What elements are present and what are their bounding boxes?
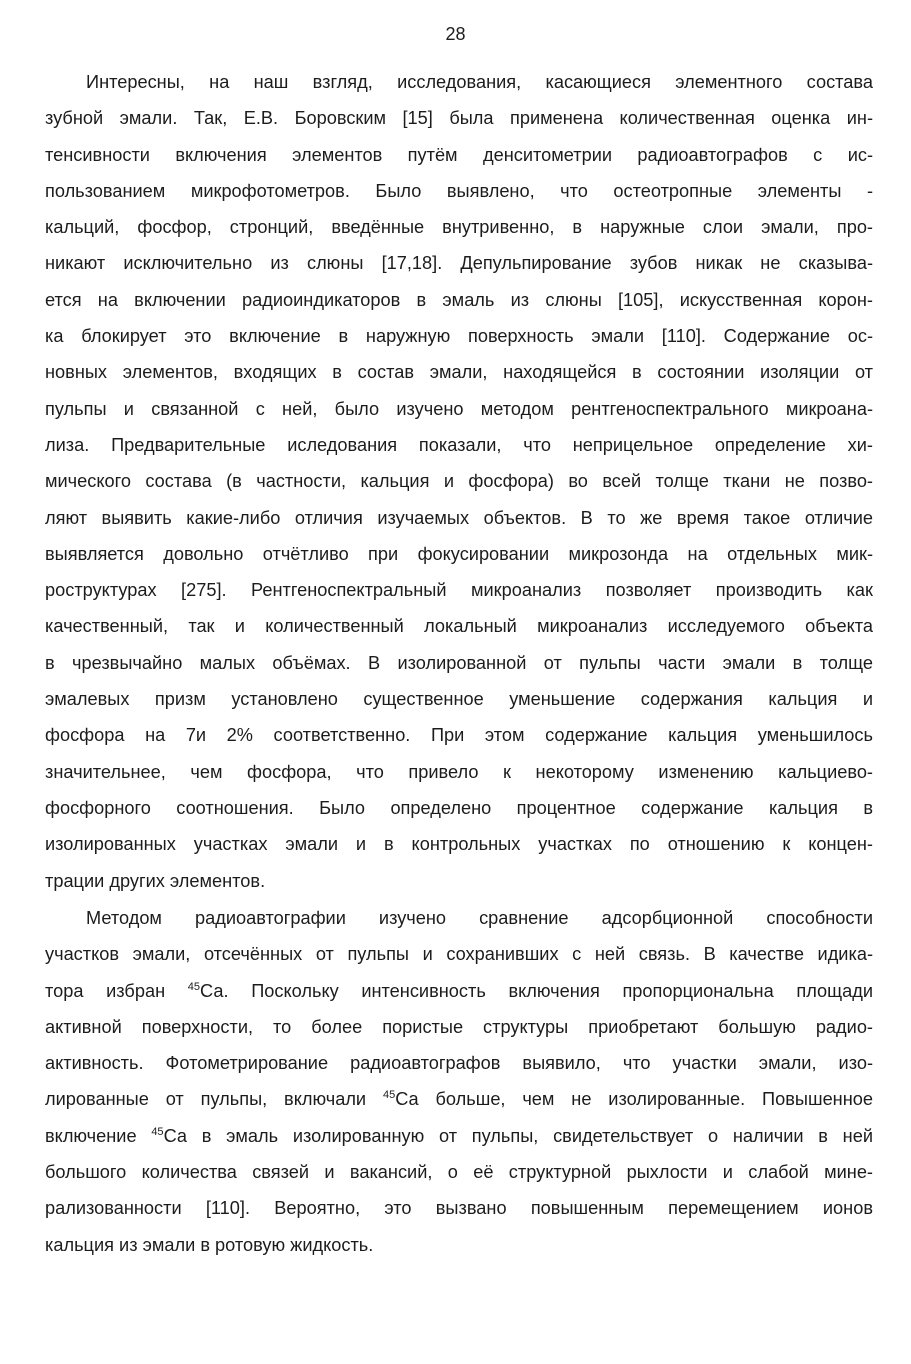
text-line: пульпы и связанной с ней, было изучено методом рентгеноспектрального микроана-	[45, 398, 873, 419]
text-line: изолированных участках эмали и в контрольных участках по отношению к концен-	[45, 834, 873, 855]
text-line: выявляется довольно отчётливо при фокусировании микрозонда на отдельных мик-	[45, 543, 873, 564]
paragraph-1	[45, 64, 873, 899]
text-line: в чрезвычайно малых объёмах. В изолированной от пульпы части эмали в толще	[45, 652, 873, 673]
text-line: роструктурах [275]. Рентгеноспектральный микроанализ позволяет производить как	[45, 580, 873, 601]
isotope-superscript: 45	[151, 1125, 164, 1138]
text-line: качественный, так и количественный локальный микроанализ исследуемого объекта	[45, 616, 873, 637]
text-line: фосфора на 7и 2% соответственно. При этом содержание кальция уменьшилось	[45, 725, 873, 746]
text-run: Са в эмаль изолированную от пульпы, свидетельствует о наличии в ней	[163, 1125, 873, 1146]
text-line	[45, 973, 873, 1009]
text-line: Интересны, на наш взгляд, исследования, касающиеся элементного состава	[86, 72, 873, 92]
text-run: включение	[45, 1125, 152, 1146]
text-line: рализованности [110]. Вероятно, это вызвано повышенным перемещением ионов	[45, 1198, 873, 1219]
text-line: кальция из эмали в ротовую жидкость.	[45, 1234, 374, 1255]
text-line: никают исключительно из слюны [17,18]. Депульпирование зубов никак не сказыва-	[45, 253, 873, 274]
text-line: пользованием микрофотометров. Было выявлено, что остеотропные элементы -	[45, 180, 873, 201]
page-number: 28	[445, 24, 466, 44]
text-line	[45, 1118, 873, 1154]
paragraph-2	[45, 900, 873, 1263]
text-run: Са больше, чем не изолированные. Повышенное	[395, 1089, 873, 1110]
isotope-superscript: 45	[187, 980, 201, 993]
text-line: ется на включении радиоиндикаторов в эмаль из слюны [105], искусственная корон-	[45, 289, 873, 310]
text-line: активность. Фотометрирование радиоавтографов выявило, что участки эмали, изо-	[45, 1053, 873, 1074]
text-line: тенсивности включения элементов путём денситометрии радиоавтографов с ис-	[45, 144, 873, 165]
isotope-superscript: 45	[382, 1089, 396, 1102]
text-line: участков эмали, отсечённых от пульпы и сохранивших с ней связь. В качестве идика-	[45, 944, 873, 965]
text-line: большого количества связей и вакансий, о её структурной рыхлости и слабой мине-	[45, 1162, 873, 1183]
text-line: кальций, фосфор, стронций, введённые внутривенно, в наружные слои эмали, про-	[45, 217, 873, 238]
text-line: значительнее, чем фосфора, что привело к некоторому изменению кальциево-	[45, 761, 873, 782]
text-line: Методом радиоавтографии изучено сравнение адсорбционной способности	[86, 908, 873, 928]
text-line: ка блокирует это включение в наружную поверхность эмали [110]. Содержание ос-	[45, 326, 873, 347]
text-run: Са. Поскольку интенсивность включения пропорциональна площади	[200, 980, 873, 1001]
text-line: трации других элементов.	[45, 870, 266, 891]
text-run: лированные от пульпы, включали	[45, 1089, 383, 1110]
text-line: активной поверхности, то более пористые структуры приобретают большую радио-	[45, 1016, 873, 1037]
text-line: ляют выявить какие-либо отличия изучаемых объектов. В то же время такое отличие	[45, 507, 873, 528]
text-line: зубной эмали. Так, Е.В. Боровским [15] была применена количественная оценка ин-	[45, 108, 873, 129]
text-line: лиза. Предварительные иследования показали, что неприцельное определение хи-	[45, 434, 873, 455]
text-line: мического состава (в частности, кальция и фосфора) во всей толще ткани не позво-	[45, 471, 873, 492]
text-run: тора избран	[45, 980, 188, 1001]
text-line	[45, 1081, 873, 1117]
text-line: новных элементов, входящих в состав эмали, находящейся в состоянии изоляции от	[45, 362, 873, 383]
text-line: эмалевых призм установлено существенное уменьшение содержания кальция и	[45, 689, 873, 710]
text-line: фосфорного соотношения. Было определено процентное содержание кальция в	[45, 797, 873, 818]
